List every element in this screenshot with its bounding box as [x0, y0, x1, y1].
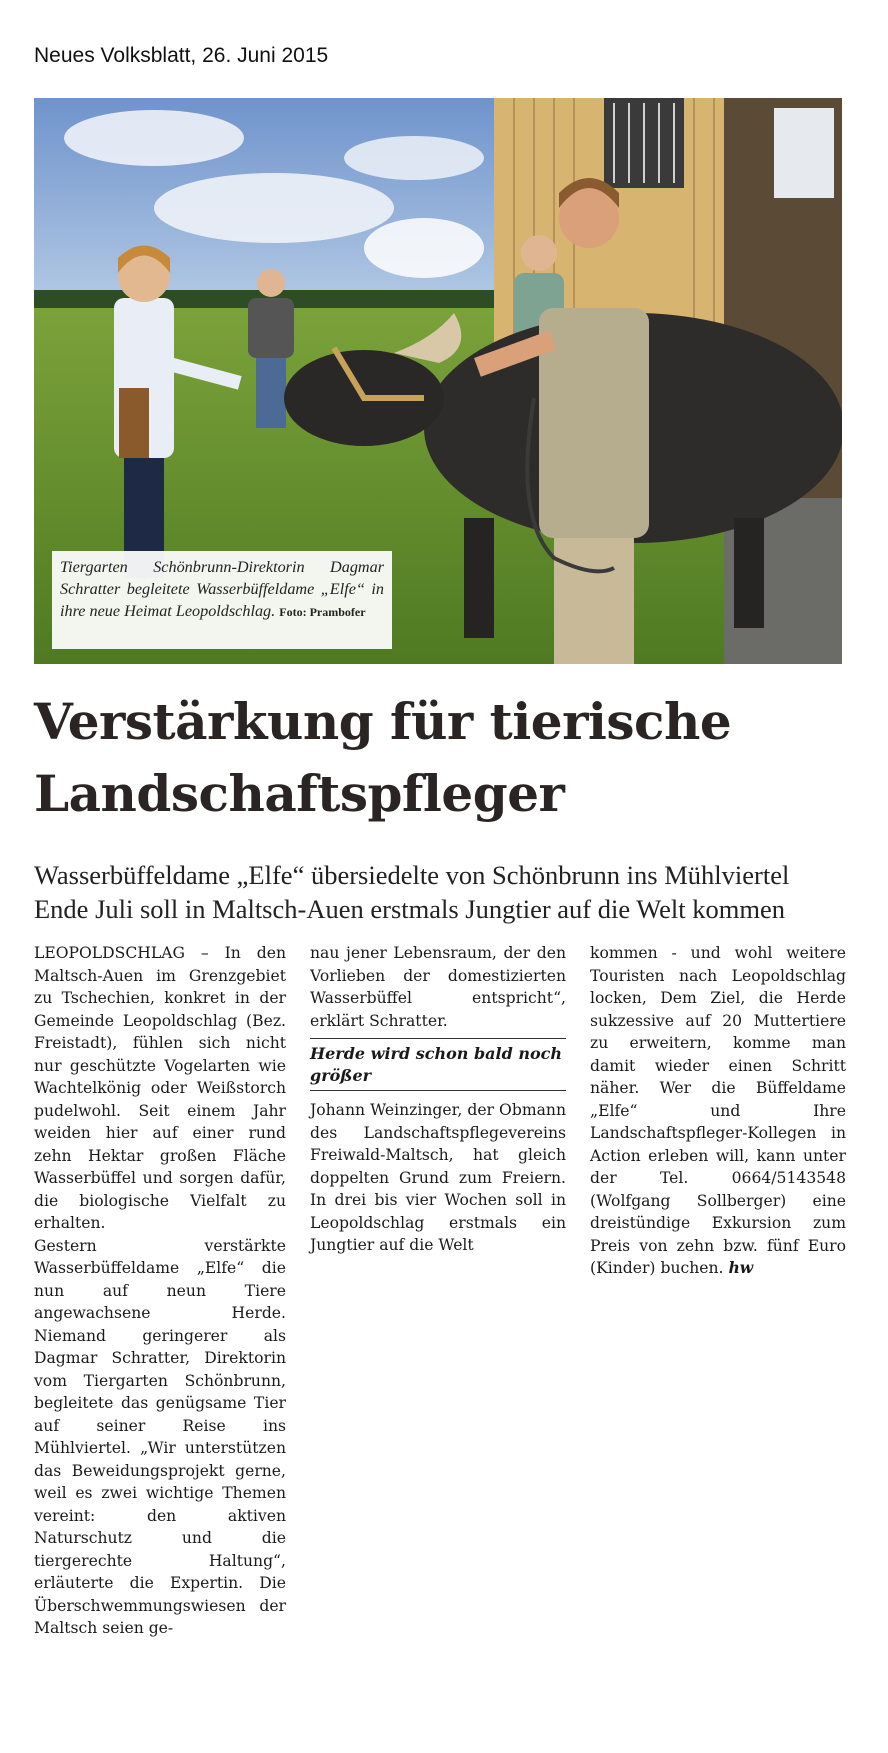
- photo-credit: Foto: Prambofer: [279, 605, 366, 619]
- article-column-1: [34, 942, 286, 1640]
- article-column-2: [310, 942, 566, 1257]
- subheadline-line-2: Ende Juli soll in Maltsch-Auen erstmals Jungtier auf die Welt kommen: [34, 894, 786, 924]
- article-column-3: [590, 942, 846, 1280]
- article-subheadline: [34, 858, 864, 926]
- subheadline-line-1: Wasserbüffeldame „Elfe“ übersiedelte von Schönbrunn ins Mühlviertel: [34, 860, 790, 890]
- article-paragraph: nau jener Lebensraum, der den Vorlieben der domestizierten Wasserbüffel entspricht“, erklärt Schratter.: [310, 944, 566, 1030]
- article-paragraph-text: kommen - und wohl weitere Touristen nach Leopoldschlag locken, Dem Ziel, die Herde sukzessive auf 20 Muttertiere zu erweitern, komme man damit wieder einen Schritt näher. Wer die Büffeldame „Elfe“ und Ihre Landschaftspfleger-Kollegen in Action erleben will, kann unter der Tel. 0664/5143548 (Wolfgang Sollberger) eine dreistündige Exkursion zum Preis von zehn bzw. fünf Euro (Kinder) buchen.: [590, 944, 846, 1277]
- photo-caption-text: Tiergarten Schönbrunn-Direktorin Dagmar Schratter begleitete Wasserbüffeldame „Elfe“ in ihre neue Heimat Leopoldschlag.: [60, 558, 384, 620]
- article-paragraph: LEOPOLDSCHLAG – In den Maltsch-Auen im Grenzgebiet zu Tschechien, konkret in der Gemeinde Leopoldschlag (Bez. Freistadt), fühlen sich nicht nur geschützte Vogelarten wie Wachtelkönig oder Weißstorch pudelwohl. Seit einem Jahr weiden hier auf einer rund zehn Hektar großen Fläche Wasserbüffel und sorgen dafür, die biologische Vielfalt zu erhalten.: [34, 944, 286, 1232]
- photo-caption: [52, 551, 392, 649]
- publication-source-line: Neues Volksblatt, 26. Juni 2015: [34, 44, 329, 67]
- article-paragraph: Johann Weinzinger, der Obmann des Landschaftspflegevereins Freiwald-Maltsch, hat gleich doppelten Grund zum Freiern. In drei bis vier Wochen soll in Leopoldschlag erstmals ein Jungtier auf die Welt: [310, 1101, 566, 1254]
- author-signature: hw: [728, 1258, 754, 1277]
- article-paragraph: [590, 942, 846, 1280]
- article-headline: Verstärkung für tierische Landschaftspfleger: [34, 692, 732, 823]
- article-crosshead: Herde wird schon bald noch größer: [310, 1038, 566, 1091]
- article-paragraph: Gestern verstärkte Wasserbüffeldame „Elfe“ die nun auf neun Tiere angewachsene Herde. Niemand geringerer als Dagmar Schratter, Direktorin vom Tiergarten Schönbrunn, begleitete das genügsame Tier auf seiner Reise ins Mühlviertel. „Wir unterstützen das Beweidungsprojekt gerne, weil es zwei wichtige Themen vereint: den aktiven Naturschutz und die tiergerechte Haltung“, erläuterte die Expertin. Die Überschwemmungswiesen der Maltsch seien ge-: [34, 1236, 286, 1637]
